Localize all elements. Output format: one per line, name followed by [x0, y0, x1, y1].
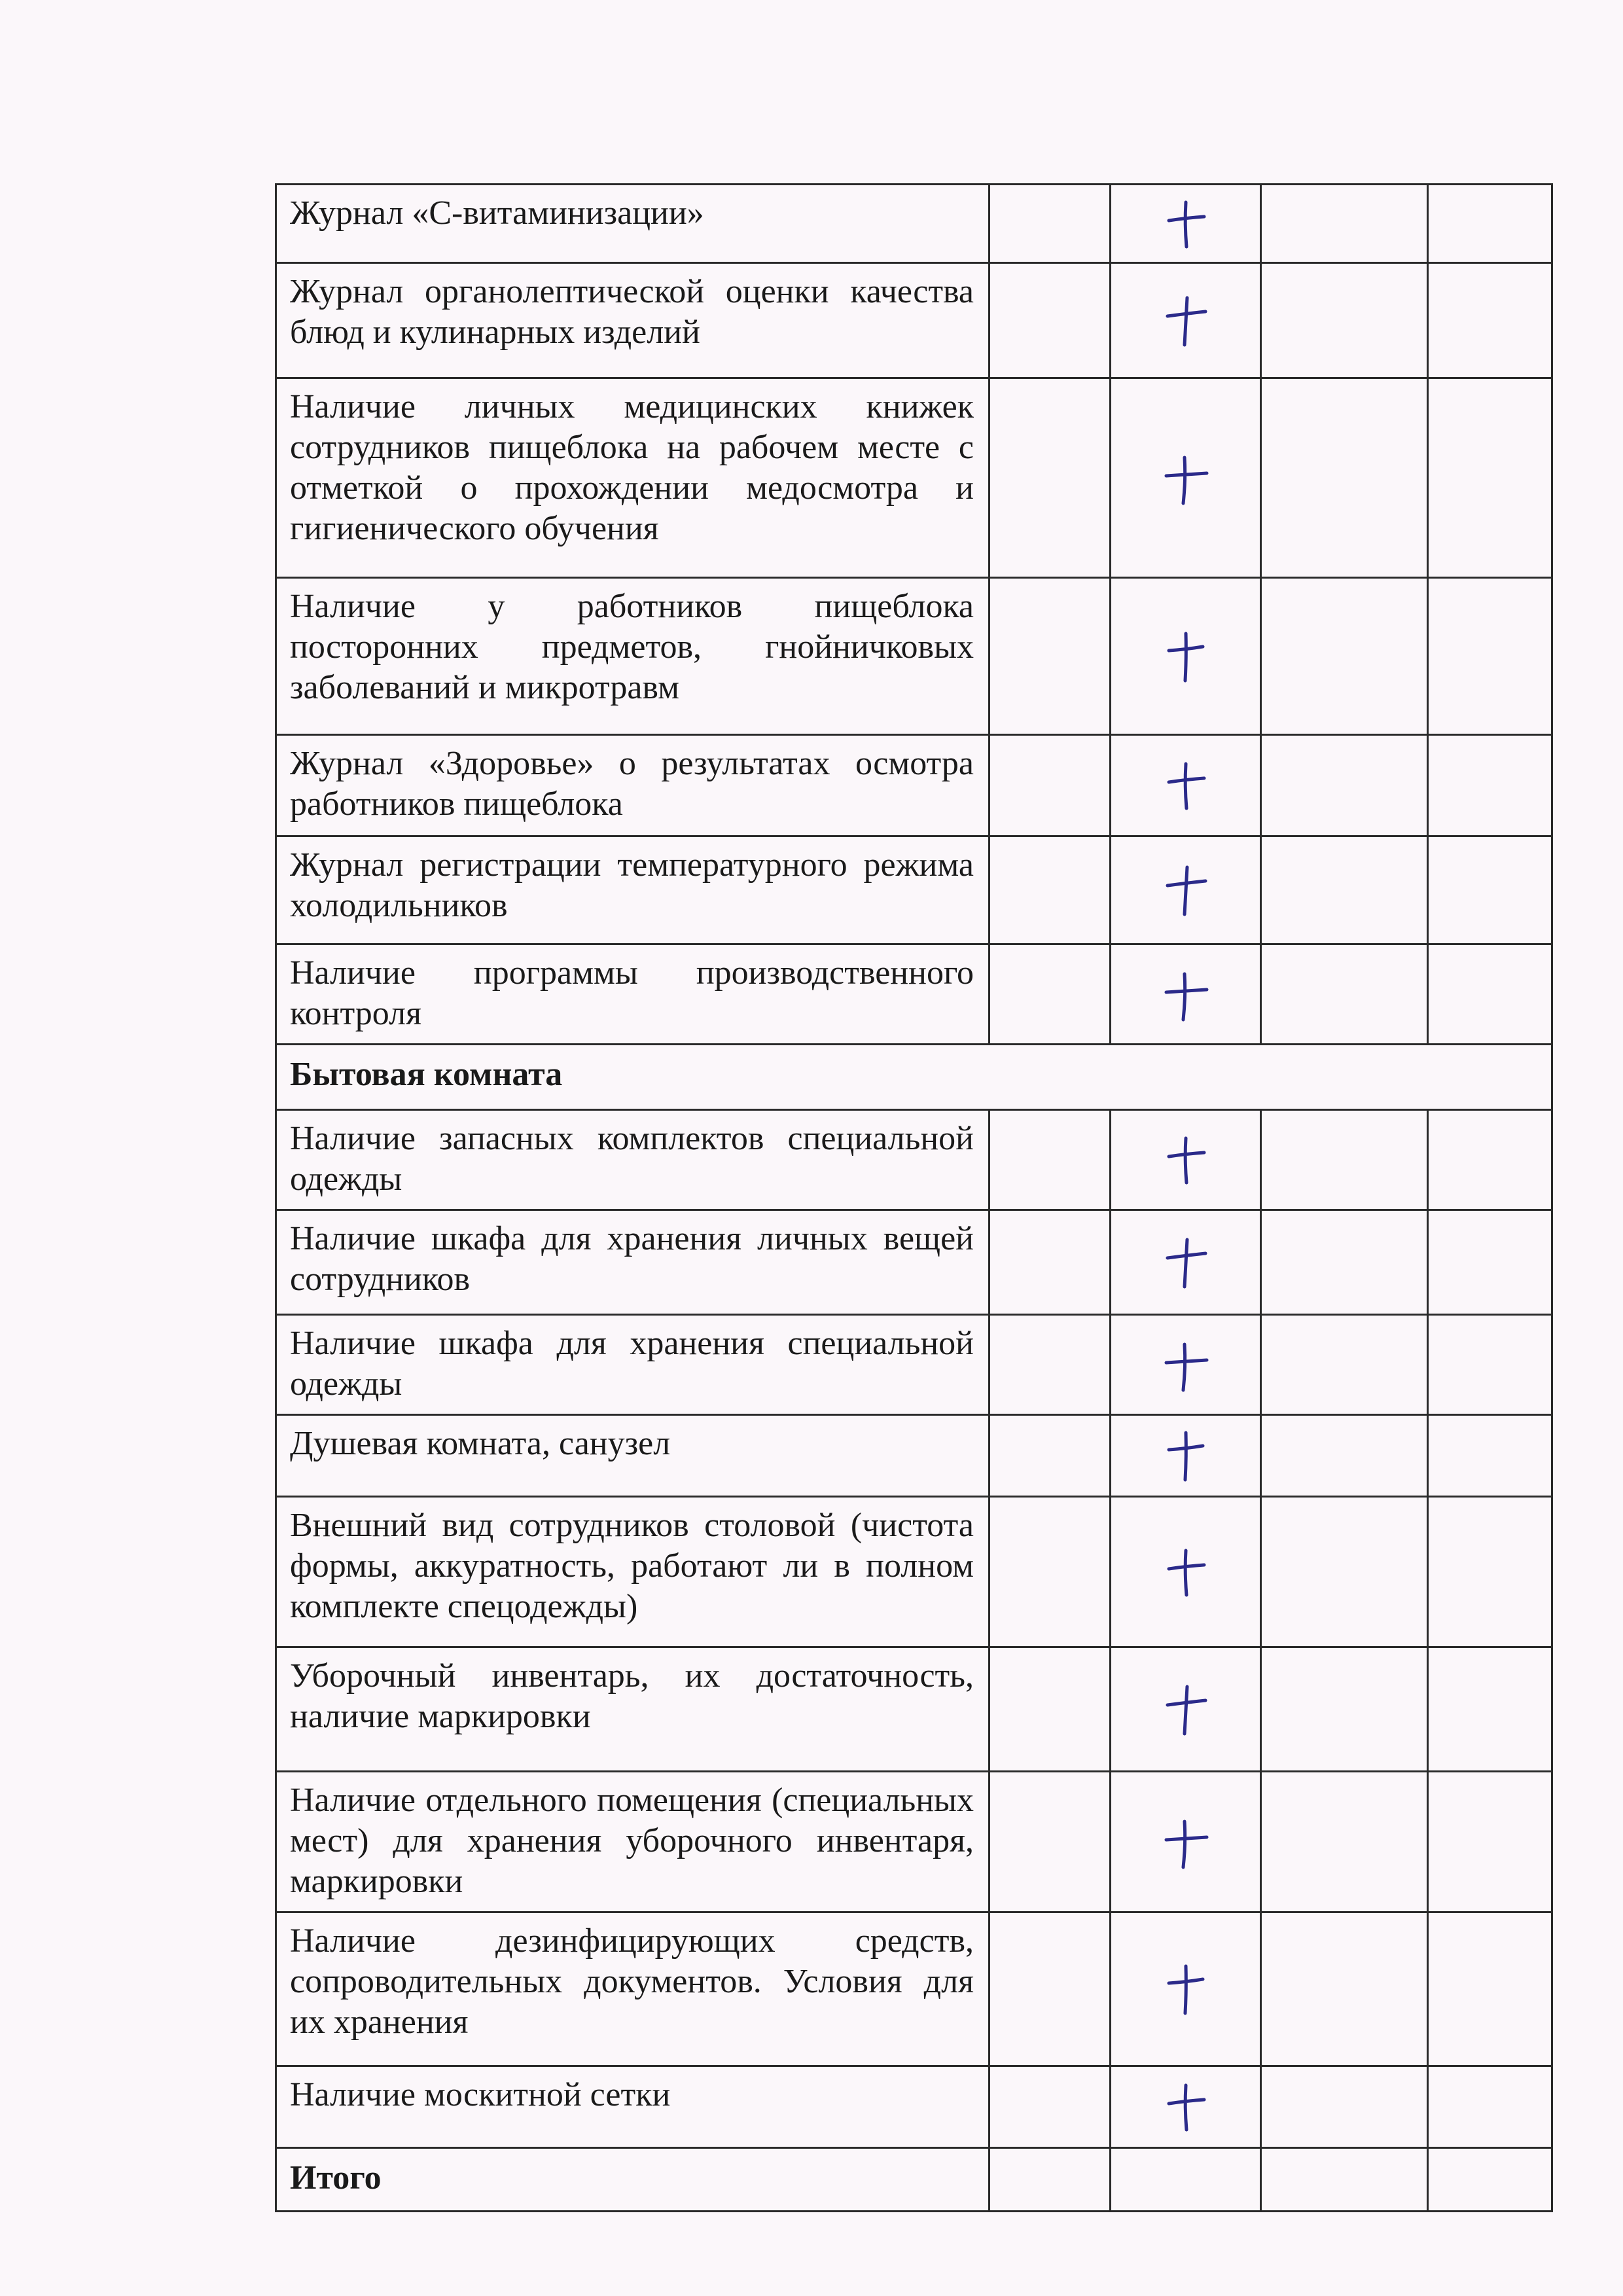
mark-cell-3: [1261, 944, 1428, 1045]
mark-cell-1: [990, 1497, 1111, 1647]
mark-cell-4: [1428, 578, 1552, 735]
item-text: Душевая комната, санузел: [276, 1415, 990, 1497]
table-row: [276, 1110, 1552, 1210]
mark-cell-3: [1261, 263, 1428, 378]
mark-cell-4: [1428, 1210, 1552, 1315]
table-row: [276, 1497, 1552, 1647]
mark-cell-4: [1428, 1912, 1552, 2066]
mark-cell-2: [1111, 1647, 1261, 1772]
mark-cell-4: [1428, 378, 1552, 578]
mark-cell-3: [1261, 1497, 1428, 1647]
mark-cell-3: [1261, 836, 1428, 944]
mark-cell-4: [1428, 1497, 1552, 1647]
item-text: Журнал органолептической оценки качества блюд и кулинарных изделий: [276, 263, 990, 378]
mark-cell-1: [990, 1110, 1111, 1210]
handwritten-plus-icon: [1160, 861, 1212, 920]
mark-cell-2: [1111, 735, 1261, 836]
mark-cell-3: [1261, 2148, 1428, 2212]
mark-cell-3: [1261, 735, 1428, 836]
table-row: [276, 1912, 1552, 2066]
mark-cell-4: [1428, 2148, 1552, 2212]
checklist-table: [275, 183, 1553, 2212]
mark-cell-3: [1261, 1647, 1428, 1772]
table-row: [276, 263, 1552, 378]
table-row: [276, 836, 1552, 944]
mark-cell-3: [1261, 1912, 1428, 2066]
mark-cell-3: [1261, 1210, 1428, 1315]
item-text: Наличие программы производственного контроля: [276, 944, 990, 1045]
table-row: [276, 378, 1552, 578]
table-row: [276, 578, 1552, 735]
handwritten-plus-icon: [1160, 965, 1212, 1024]
mark-cell-1: [990, 1210, 1111, 1315]
mark-cell-1: [990, 378, 1111, 578]
mark-cell-3: [1261, 1110, 1428, 1210]
item-text: Журнал «С-витаминизации»: [276, 185, 990, 263]
table-row: [276, 1315, 1552, 1415]
mark-cell-1: [990, 2066, 1111, 2148]
mark-cell-2: [1111, 1110, 1261, 1210]
item-text: Наличие шкафа для хранения специальной одежды: [276, 1315, 990, 1415]
handwritten-plus-icon: [1160, 1335, 1212, 1394]
mark-cell-3: [1261, 2066, 1428, 2148]
item-text: Наличие личных медицинских книжек сотрудников пищеблока на рабочем месте с отметкой о прохождении медосмотра и гигиенического обучения: [276, 378, 990, 578]
mark-cell-4: [1428, 263, 1552, 378]
mark-cell-4: [1428, 1647, 1552, 1772]
table-row: [276, 1647, 1552, 1772]
mark-cell-1: [990, 1315, 1111, 1415]
mark-cell-4: [1428, 185, 1552, 263]
mark-cell-3: [1261, 378, 1428, 578]
item-text: Наличие запасных комплектов специальной одежды: [276, 1110, 990, 1210]
mark-cell-4: [1428, 836, 1552, 944]
handwritten-plus-icon: [1160, 756, 1212, 815]
handwritten-plus-icon: [1160, 627, 1212, 686]
mark-cell-1: [990, 1912, 1111, 2066]
mark-cell-4: [1428, 944, 1552, 1045]
mark-cell-2: [1111, 1210, 1261, 1315]
mark-cell-1: [990, 1772, 1111, 1912]
mark-cell-2: [1111, 578, 1261, 735]
item-text: Наличие отдельного помещения (специальных мест) для хранения уборочного инвентаря, маркировки: [276, 1772, 990, 1912]
table-row: [276, 1415, 1552, 1497]
mark-cell-4: [1428, 2066, 1552, 2148]
handwritten-plus-icon: [1160, 448, 1212, 507]
mark-cell-3: [1261, 1415, 1428, 1497]
handwritten-plus-icon: [1160, 1543, 1212, 1602]
mark-cell-1: [990, 578, 1111, 735]
total-label: Итого: [276, 2148, 990, 2212]
item-text: Наличие шкафа для хранения личных вещей сотрудников: [276, 1210, 990, 1315]
mark-cell-3: [1261, 185, 1428, 263]
mark-cell-3: [1261, 1315, 1428, 1415]
item-text: Наличие дезинфицирующих средств, сопроводительных документов. Условия для их хранения: [276, 1912, 990, 2066]
section-title: Бытовая комната: [276, 1045, 1552, 1110]
total-row: [276, 2148, 1552, 2212]
mark-cell-3: [1261, 1772, 1428, 1912]
mark-cell-2: [1111, 1315, 1261, 1415]
item-text: Уборочный инвентарь, их достаточность, наличие маркировки: [276, 1647, 990, 1772]
mark-cell-1: [990, 944, 1111, 1045]
handwritten-plus-icon: [1160, 1960, 1212, 2018]
mark-cell-1: [990, 185, 1111, 263]
mark-cell-2: [1111, 1415, 1261, 1497]
handwritten-plus-icon: [1160, 194, 1212, 253]
item-text: Журнал регистрации температурного режима холодильников: [276, 836, 990, 944]
table-row: [276, 944, 1552, 1045]
section-row: [276, 1045, 1552, 1110]
checklist-table-body: [276, 185, 1552, 2212]
handwritten-plus-icon: [1160, 1812, 1212, 1871]
mark-cell-3: [1261, 578, 1428, 735]
mark-cell-2: [1111, 263, 1261, 378]
handwritten-plus-icon: [1160, 1426, 1212, 1485]
mark-cell-2: [1111, 944, 1261, 1045]
mark-cell-1: [990, 1415, 1111, 1497]
item-text: Журнал «Здоровье» о результатах осмотра работников пищеблока: [276, 735, 990, 836]
mark-cell-4: [1428, 1110, 1552, 1210]
mark-cell-1: [990, 836, 1111, 944]
mark-cell-4: [1428, 735, 1552, 836]
item-text: Внешний вид сотрудников столовой (чистота формы, аккуратность, работают ли в полном комплекте спецодежды): [276, 1497, 990, 1647]
table-row: [276, 1772, 1552, 1912]
mark-cell-1: [990, 735, 1111, 836]
mark-cell-2: [1111, 836, 1261, 944]
mark-cell-2: [1111, 185, 1261, 263]
table-row: [276, 185, 1552, 263]
mark-cell-2: [1111, 2066, 1261, 2148]
mark-cell-2: [1111, 1772, 1261, 1912]
handwritten-plus-icon: [1160, 1130, 1212, 1189]
table-row: [276, 2066, 1552, 2148]
item-text: Наличие москитной сетки: [276, 2066, 990, 2148]
handwritten-plus-icon: [1160, 1680, 1212, 1739]
mark-cell-4: [1428, 1315, 1552, 1415]
mark-cell-1: [990, 263, 1111, 378]
mark-cell-2: [1111, 378, 1261, 578]
mark-cell-2: [1111, 2148, 1261, 2212]
item-text: Наличие у работников пищеблока посторонних предметов, гнойничковых заболеваний и микротравм: [276, 578, 990, 735]
mark-cell-2: [1111, 1497, 1261, 1647]
mark-cell-4: [1428, 1772, 1552, 1912]
handwritten-plus-icon: [1160, 1233, 1212, 1292]
mark-cell-1: [990, 1647, 1111, 1772]
handwritten-plus-icon: [1160, 2077, 1212, 2136]
table-row: [276, 1210, 1552, 1315]
mark-cell-4: [1428, 1415, 1552, 1497]
table-row: [276, 735, 1552, 836]
handwritten-plus-icon: [1160, 291, 1212, 350]
mark-cell-2: [1111, 1912, 1261, 2066]
mark-cell-1: [990, 2148, 1111, 2212]
